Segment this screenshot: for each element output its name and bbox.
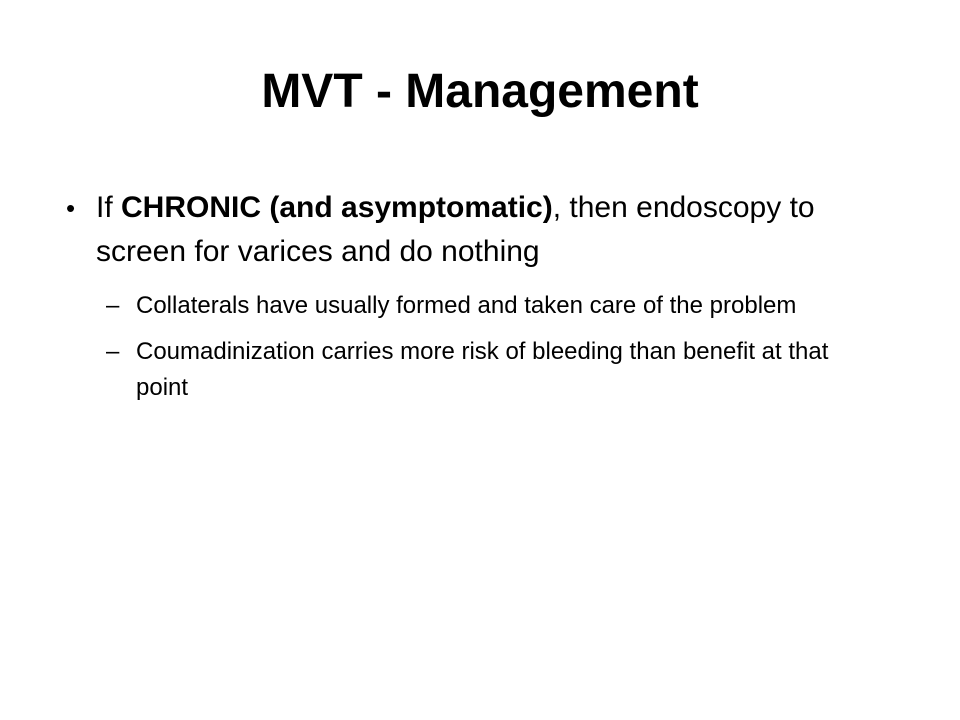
bullet-marker: •	[66, 193, 76, 223]
subbullet-item	[106, 334, 836, 406]
subbullet-marker: –	[106, 292, 120, 319]
slide-body	[66, 186, 836, 416]
bullet-bold-text: CHRONIC (and asymptomatic)	[121, 191, 553, 224]
subbullet-text: Collaterals have usually formed and taken care of the problem	[136, 292, 797, 319]
slide-title: MVT - Management	[261, 65, 699, 118]
subbullet-item	[106, 288, 836, 324]
bullet-prefix: If	[96, 191, 122, 224]
bullet-suffix: , then endoscopy to screen for varices and do nothing	[96, 191, 815, 268]
subbullet-text: Coumadinization carries more risk of bleeding than benefit at that point	[136, 338, 829, 401]
bullet-item	[66, 186, 836, 274]
subbullet-marker: –	[106, 338, 120, 365]
